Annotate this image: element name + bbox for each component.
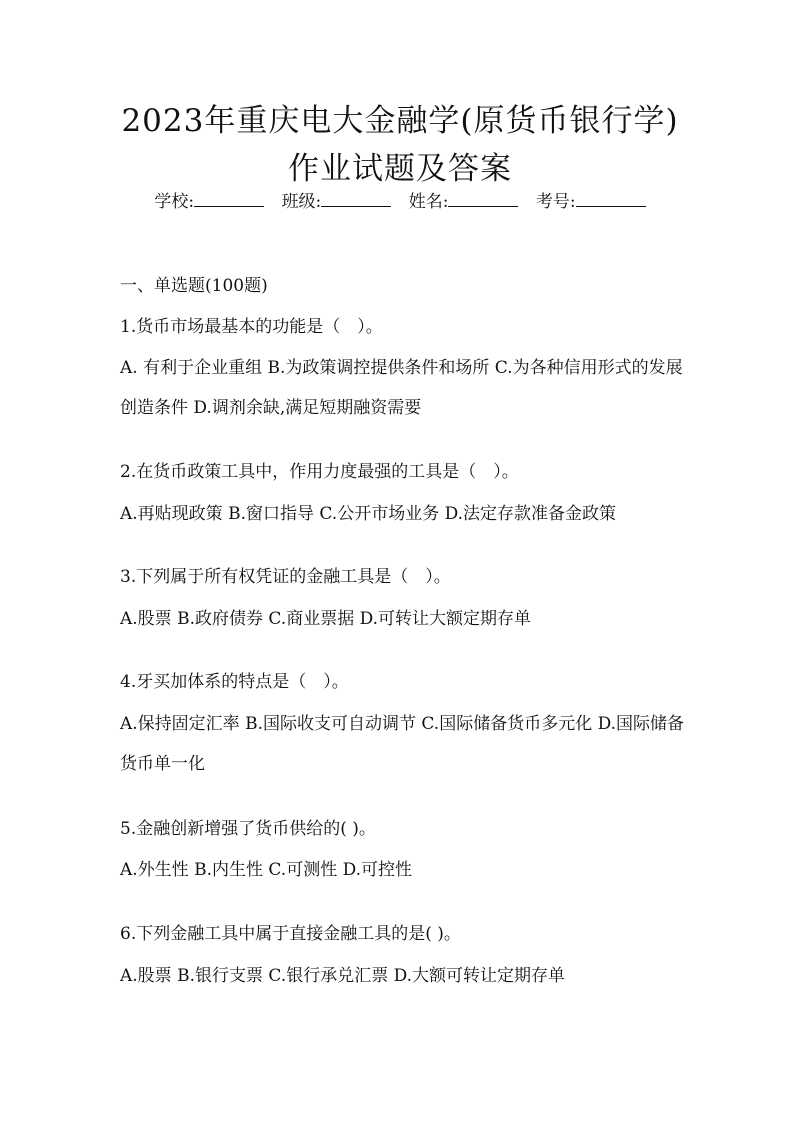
school-field <box>154 190 264 213</box>
name-label: 姓名: <box>408 192 449 212</box>
name-blank <box>448 190 518 207</box>
question-stem: 4.牙买加体系的特点是（ ）。 <box>120 672 349 692</box>
name-field <box>409 190 519 213</box>
class-field <box>282 190 392 213</box>
question-stem: 3.下列属于所有权凭证的金融工具是（ ）。 <box>120 567 451 587</box>
school-label: 学校: <box>154 192 195 212</box>
class-label: 班级: <box>281 192 322 212</box>
class-blank <box>321 190 391 207</box>
question-stem: 6.下列金融工具中属于直接金融工具的是( )。 <box>120 924 461 944</box>
question-stem: 5.金融创新增强了货币供给的( )。 <box>120 819 376 839</box>
student-info-line <box>0 190 800 213</box>
exam-number-field <box>536 190 646 213</box>
question-options: A.股票 B.银行支票 C.银行承兑汇票 D.大额可转让定期存单 <box>120 966 566 986</box>
question-options: A.再贴现政策 B.窗口指导 C.公开市场业务 D.法定存款准备金政策 <box>120 504 617 524</box>
section-title: 一、单选题(100题) <box>120 276 268 296</box>
question-stem: 1.货币市场最基本的功能是（ ）。 <box>120 317 383 337</box>
question-options: A.保持固定汇率 B.国际收支可自动调节 C.国际储备货币多元化 D.国际储备货币单一化 <box>120 714 685 774</box>
question-options: A.股票 B.政府债券 C.商业票据 D.可转让大额定期存单 <box>120 609 532 629</box>
question-stem: 2.在货币政策工具中，作用力度最强的工具是（ ）。 <box>120 462 519 482</box>
document-title: 2023年重庆电大金融学(原货币银行学)作业试题及答案 <box>121 103 679 187</box>
question-options: A.外生性 B.内生性 C.可测性 D.可控性 <box>120 860 413 880</box>
question-options: A. 有利于企业重组 B.为政策调控提供条件和场所 C.为各种信用形式的发展创造条件 D.调剂余缺,满足短期融资需要 <box>120 358 683 418</box>
exam-number-label: 考号: <box>535 192 576 212</box>
exam-number-blank <box>576 190 646 207</box>
school-blank <box>194 190 264 207</box>
